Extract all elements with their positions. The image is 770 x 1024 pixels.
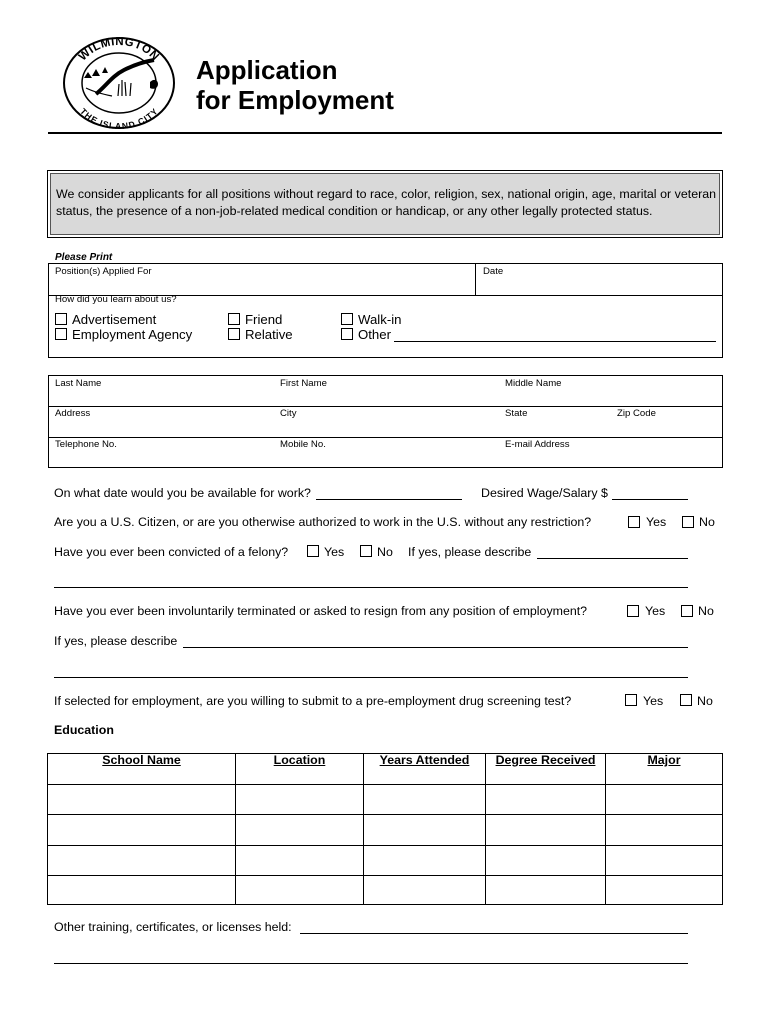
header-divider [48, 132, 722, 134]
other-training-label: Other training, certificates, or licenses held: [54, 920, 292, 934]
state-label: State [505, 408, 528, 419]
address-input[interactable] [55, 421, 270, 435]
advertisement-label: Advertisement [72, 312, 157, 327]
terminated-question: Have you ever been involuntarily terminated or asked to resign from any position of employment? [54, 604, 588, 618]
zip-input[interactable] [617, 421, 715, 435]
other-label: Other [358, 327, 391, 342]
terminated-no-checkbox[interactable] [681, 605, 693, 617]
other-checkbox[interactable] [341, 328, 353, 340]
felony-question: Have you ever been convicted of a felony? [54, 545, 289, 559]
name-row-divider [49, 406, 722, 407]
terminated-describe-line[interactable] [183, 647, 688, 648]
relative-checkbox[interactable] [228, 328, 240, 340]
felony-no-label: No [377, 545, 393, 559]
felony-yes-label: Yes [324, 545, 345, 559]
telephone-input[interactable] [55, 452, 270, 466]
edu-col-divider-4 [605, 754, 606, 904]
position-input[interactable] [56, 278, 466, 292]
city-seal-logo [62, 36, 176, 130]
other-training-line-2[interactable] [54, 963, 688, 964]
last-name-input[interactable] [55, 390, 270, 404]
edu-col-major: Major [647, 753, 681, 767]
middle-name-input[interactable] [505, 390, 715, 404]
svg-text:THE ISLAND CITY [78, 106, 160, 130]
friend-checkbox[interactable] [228, 313, 240, 325]
title-line2: for Employment [196, 85, 394, 115]
drug-test-no-checkbox[interactable] [680, 694, 692, 706]
please-print-label: Please Print [55, 252, 113, 263]
page-title [196, 55, 394, 115]
state-input[interactable] [505, 421, 605, 435]
terminated-describe-line-2[interactable] [54, 677, 688, 678]
drug-test-yes-checkbox[interactable] [625, 694, 637, 706]
equal-opportunity-notice [47, 170, 723, 238]
felony-no-checkbox[interactable] [360, 545, 372, 557]
edu-row-divider-1 [48, 784, 722, 785]
edu-col-divider-3 [485, 754, 486, 904]
edu-col-degree-received: Degree Received [495, 753, 596, 767]
walk-in-checkbox[interactable] [341, 313, 353, 325]
date-label: Date [483, 266, 504, 277]
edu-col-school-name: School Name [102, 753, 181, 767]
felony-describe-line[interactable] [537, 558, 688, 559]
felony-describe-line-2[interactable] [54, 587, 688, 588]
felony-yes-checkbox[interactable] [307, 545, 319, 557]
advertisement-checkbox[interactable] [55, 313, 67, 325]
available-date-line[interactable] [316, 499, 462, 500]
edu-col-years-attended: Years Attended [379, 753, 470, 767]
logo-top-text: WILMINGTON [76, 36, 162, 64]
address-label: Address [55, 408, 91, 419]
position-label: Position(s) Applied For [55, 266, 152, 277]
desired-wage-label: Desired Wage/Salary $ [481, 486, 608, 500]
date-input[interactable] [482, 278, 716, 292]
email-input[interactable] [505, 452, 715, 466]
other-line[interactable] [394, 341, 716, 342]
zip-label: Zip Code [617, 408, 656, 419]
terminated-yes-checkbox[interactable] [627, 605, 639, 617]
felony-describe-label: If yes, please describe [408, 545, 532, 559]
notice-text: We consider applicants for all positions without regard to race, color, religion, sex, national origin, age, marital or veteran status, the presence of a non-job-related medical condition or handicap, or any other legally protected status. [56, 187, 716, 218]
terminated-describe-label: If yes, please describe [54, 634, 178, 648]
terminated-yes-label: Yes [645, 604, 666, 618]
mobile-label: Mobile No. [280, 439, 326, 450]
logo-bottom-text: THE ISLAND CITY [77, 106, 161, 130]
citizen-question: Are you a U.S. Citizen, or are you otherwise authorized to work in the U.S. without any restriction? [54, 515, 592, 529]
citizen-yes-label: Yes [646, 515, 667, 529]
education-table [47, 753, 723, 905]
walk-in-label: Walk-in [358, 312, 402, 327]
education-heading: Education [54, 723, 114, 737]
citizen-no-checkbox[interactable] [682, 516, 694, 528]
last-name-label: Last Name [55, 378, 102, 389]
desired-wage-line[interactable] [612, 499, 688, 500]
employment-agency-checkbox[interactable] [55, 328, 67, 340]
edu-row-divider-3 [48, 845, 722, 846]
middle-name-label: Middle Name [505, 378, 562, 389]
city-input[interactable] [280, 421, 495, 435]
position-date-divider [475, 264, 476, 295]
edu-col-divider-1 [235, 754, 236, 904]
address-row-divider [49, 437, 722, 438]
drug-test-yes-label: Yes [643, 694, 664, 708]
edu-row-divider-2 [48, 814, 722, 815]
title-line1: Application [196, 55, 338, 85]
learn-label: How did you learn about us? [55, 294, 177, 305]
telephone-label: Telephone No. [55, 439, 117, 450]
terminated-no-label: No [698, 604, 714, 618]
other-training-line[interactable] [300, 933, 688, 934]
friend-label: Friend [245, 312, 283, 327]
edu-col-location: Location [273, 753, 326, 767]
relative-label: Relative [245, 327, 293, 342]
first-name-label: First Name [280, 378, 327, 389]
citizen-yes-checkbox[interactable] [628, 516, 640, 528]
email-label: E-mail Address [505, 439, 570, 450]
first-name-input[interactable] [280, 390, 495, 404]
mobile-input[interactable] [280, 452, 495, 466]
drug-test-question: If selected for employment, are you willing to submit to a pre-employment drug screening test? [54, 694, 572, 708]
citizen-no-label: No [699, 515, 715, 529]
city-label: City [280, 408, 297, 419]
edu-col-divider-2 [363, 754, 364, 904]
employment-agency-label: Employment Agency [72, 327, 193, 342]
drug-test-no-label: No [697, 694, 713, 708]
edu-row-divider-4 [48, 875, 722, 876]
available-date-question: On what date would you be available for work? [54, 486, 311, 500]
